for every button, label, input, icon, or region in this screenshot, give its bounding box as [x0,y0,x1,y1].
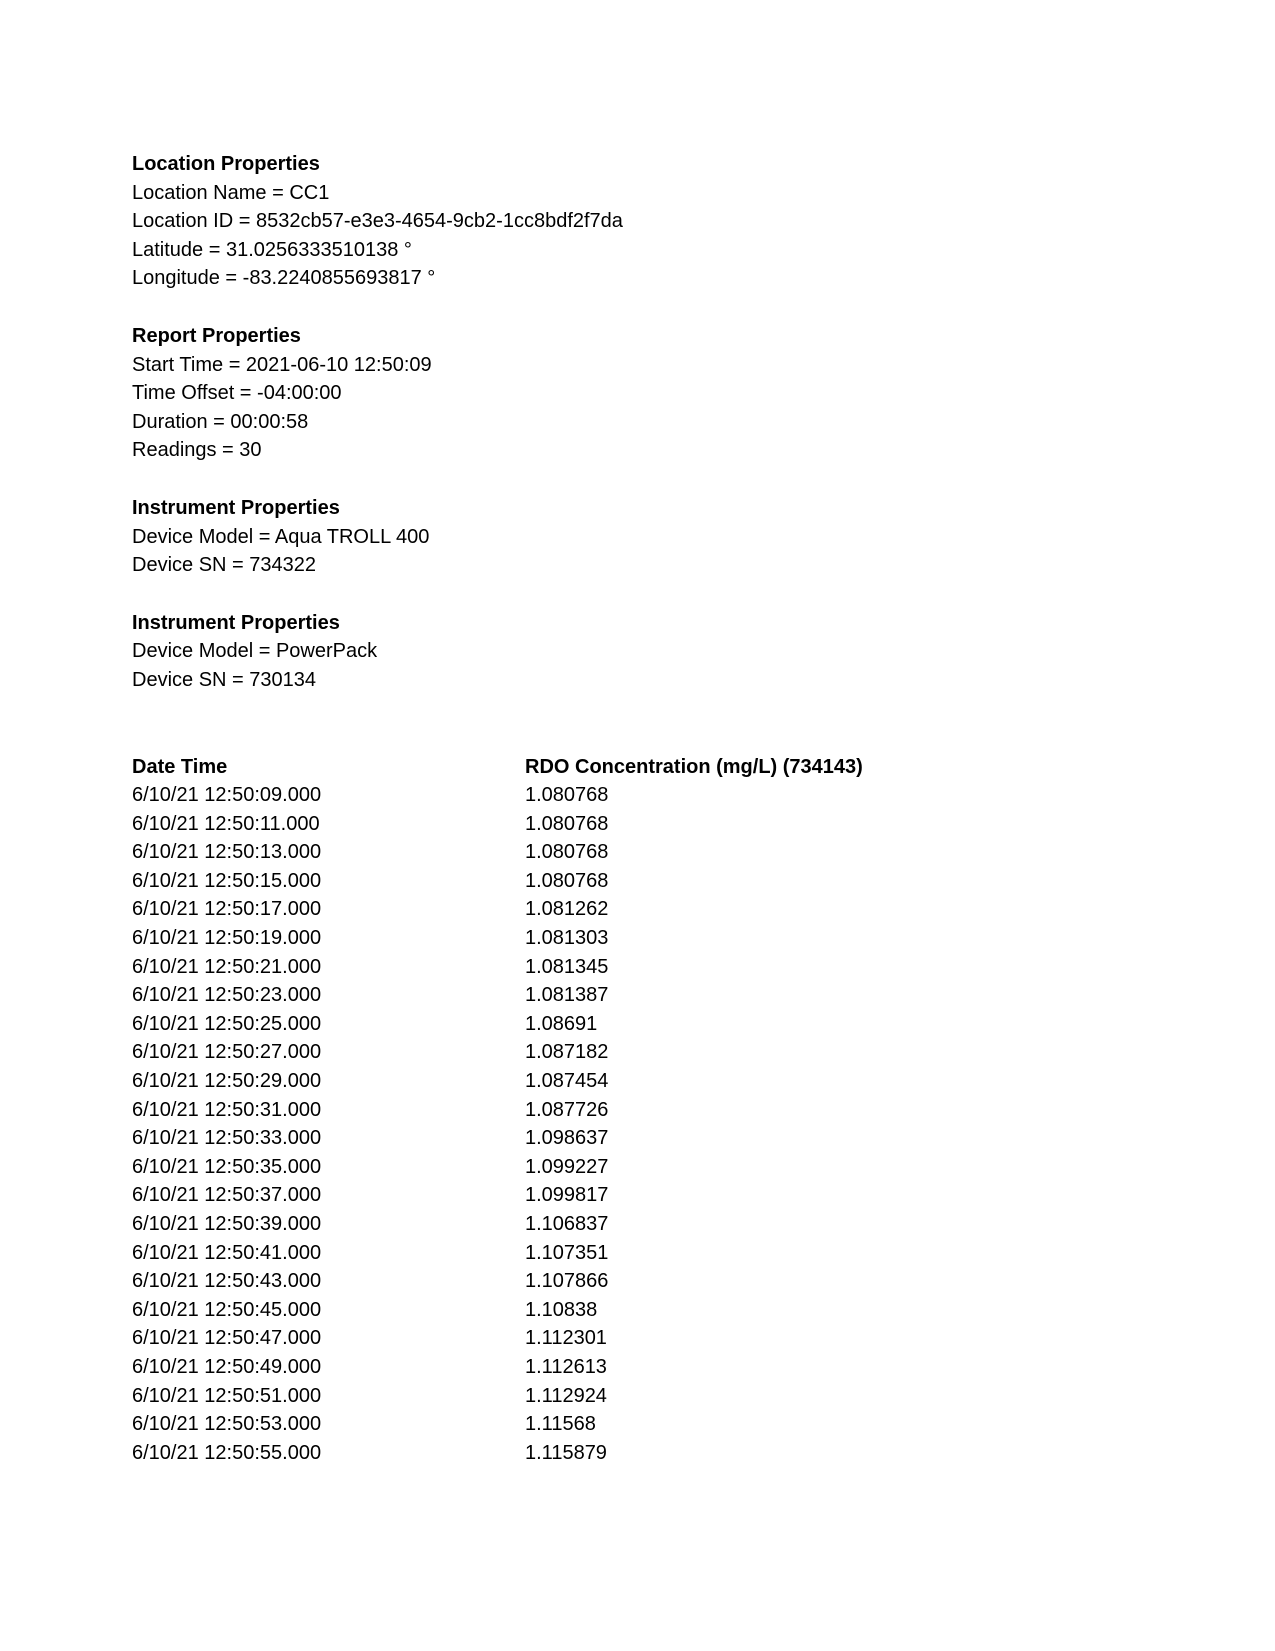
table-row [132,1239,1172,1268]
date-time-header: Date Time [132,755,228,778]
date-time-cell: 6/10/21 12:50:11.000 [132,812,320,835]
instrument-properties-section-1 [132,494,1172,580]
table-row [132,1096,1172,1125]
date-time-cell: 6/10/21 12:50:41.000 [132,1241,322,1264]
readings-table [132,753,1172,1468]
date-time-cell: 6/10/21 12:50:47.000 [132,1327,322,1350]
table-row [132,1038,1172,1067]
date-time-cell: 6/10/21 12:50:15.000 [132,869,322,892]
table-row [132,1210,1172,1239]
date-time-cell: 6/10/21 12:50:39.000 [132,1213,322,1235]
table-row [132,1181,1172,1210]
rdo-concentration-cell: 1.081303 [525,927,609,950]
rdo-concentration-cell: 1.080768 [525,869,609,892]
rdo-concentration-header: RDO Concentration (mg/L) (734143) [525,755,863,778]
device-sn-line-1: Device SN = 734322 [132,554,317,577]
table-row [132,1124,1172,1153]
device-model-line-1: Device Model = Aqua TROLL 400 [132,525,430,548]
device-sn-line-2: Device SN = 730134 [132,668,317,691]
date-time-cell: 6/10/21 12:50:29.000 [132,1070,322,1093]
rdo-concentration-cell: 1.080768 [525,812,609,835]
table-row [132,1324,1172,1353]
rdo-concentration-cell: 1.080768 [525,841,609,864]
date-time-cell: 6/10/21 12:50:45.000 [132,1298,322,1321]
table-row [132,1067,1172,1096]
date-time-cell: 6/10/21 12:50:09.000 [132,784,322,807]
date-time-cell: 6/10/21 12:50:13.000 [132,841,322,864]
table-row [132,1296,1172,1325]
rdo-concentration-cell: 1.087726 [525,1098,609,1121]
report-properties-heading: Report Properties [132,324,301,347]
table-row [132,924,1172,953]
report-properties-section [132,322,1172,465]
rdo-concentration-cell: 1.099227 [525,1155,609,1178]
date-time-cell: 6/10/21 12:50:37.000 [132,1184,322,1207]
rdo-concentration-cell: 1.112924 [525,1384,607,1407]
date-time-cell: 6/10/21 12:50:27.000 [132,1041,322,1064]
rdo-concentration-cell: 1.107866 [525,1270,609,1293]
date-time-cell: 6/10/21 12:50:17.000 [132,898,322,921]
duration-line: Duration = 00:00:58 [132,410,309,433]
table-row [132,1382,1172,1411]
rdo-concentration-cell: 1.087182 [525,1041,609,1064]
table-row [132,953,1172,982]
latitude-line: Latitude = 31.0256333510138 ° [132,238,412,261]
device-model-line-2: Device Model = PowerPack [132,640,378,663]
table-row [132,981,1172,1010]
instrument-properties-heading-2: Instrument Properties [132,611,340,634]
rdo-concentration-cell: 1.098637 [525,1127,609,1150]
rdo-concentration-cell: 1.106837 [525,1213,609,1235]
date-time-cell: 6/10/21 12:50:35.000 [132,1155,322,1178]
table-row [132,838,1172,867]
date-time-cell: 6/10/21 12:50:51.000 [132,1384,322,1407]
rdo-concentration-cell: 1.08691 [525,1012,598,1035]
date-time-cell: 6/10/21 12:50:49.000 [132,1355,322,1378]
rdo-concentration-cell: 1.11568 [525,1413,596,1436]
rdo-concentration-cell: 1.115879 [525,1441,607,1464]
rdo-concentration-cell: 1.081262 [525,898,609,921]
table-row [132,895,1172,924]
rdo-concentration-cell: 1.112613 [525,1355,607,1378]
date-time-cell: 6/10/21 12:50:19.000 [132,927,322,950]
instrument-properties-section-2 [132,609,1172,695]
location-id-line: Location ID = 8532cb57-e3e3-4654-9cb2-1cc8bdf2f7da [132,210,623,233]
rdo-concentration-cell: 1.080768 [525,784,609,807]
date-time-cell: 6/10/21 12:50:53.000 [132,1413,322,1436]
rdo-concentration-cell: 1.10838 [525,1298,598,1321]
time-offset-line: Time Offset = -04:00:00 [132,382,342,405]
instrument-properties-heading-1: Instrument Properties [132,496,340,519]
table-body [132,781,1172,1467]
table-row [132,781,1172,810]
rdo-concentration-cell: 1.087454 [525,1070,609,1093]
date-time-cell: 6/10/21 12:50:55.000 [132,1441,322,1464]
date-time-cell: 6/10/21 12:50:23.000 [132,984,322,1007]
table-row [132,1010,1172,1039]
date-time-cell: 6/10/21 12:50:33.000 [132,1127,322,1150]
table-row [132,867,1172,896]
date-time-cell: 6/10/21 12:50:21.000 [132,955,322,978]
location-name-line: Location Name = CC1 [132,181,330,204]
start-time-line: Start Time = 2021-06-10 12:50:09 [132,353,432,376]
section-spacer [132,724,1172,753]
location-properties-section [132,150,1172,293]
rdo-concentration-cell: 1.081345 [525,955,609,978]
rdo-concentration-cell: 1.107351 [525,1241,609,1264]
table-row [132,1267,1172,1296]
table-row [132,1410,1172,1439]
table-row [132,1439,1172,1468]
document-content [132,150,1172,1467]
rdo-concentration-cell: 1.081387 [525,984,609,1007]
table-row [132,1153,1172,1182]
date-time-cell: 6/10/21 12:50:25.000 [132,1012,322,1035]
table-row [132,810,1172,839]
readings-line: Readings = 30 [132,439,262,462]
date-time-cell: 6/10/21 12:50:43.000 [132,1270,322,1293]
table-header-row [132,753,1172,782]
rdo-concentration-cell: 1.112301 [525,1327,607,1350]
date-time-cell: 6/10/21 12:50:31.000 [132,1098,322,1121]
table-row [132,1353,1172,1382]
rdo-concentration-cell: 1.099817 [525,1184,609,1207]
location-properties-heading: Location Properties [132,153,320,175]
longitude-line: Longitude = -83.2240855693817 ° [132,267,436,290]
